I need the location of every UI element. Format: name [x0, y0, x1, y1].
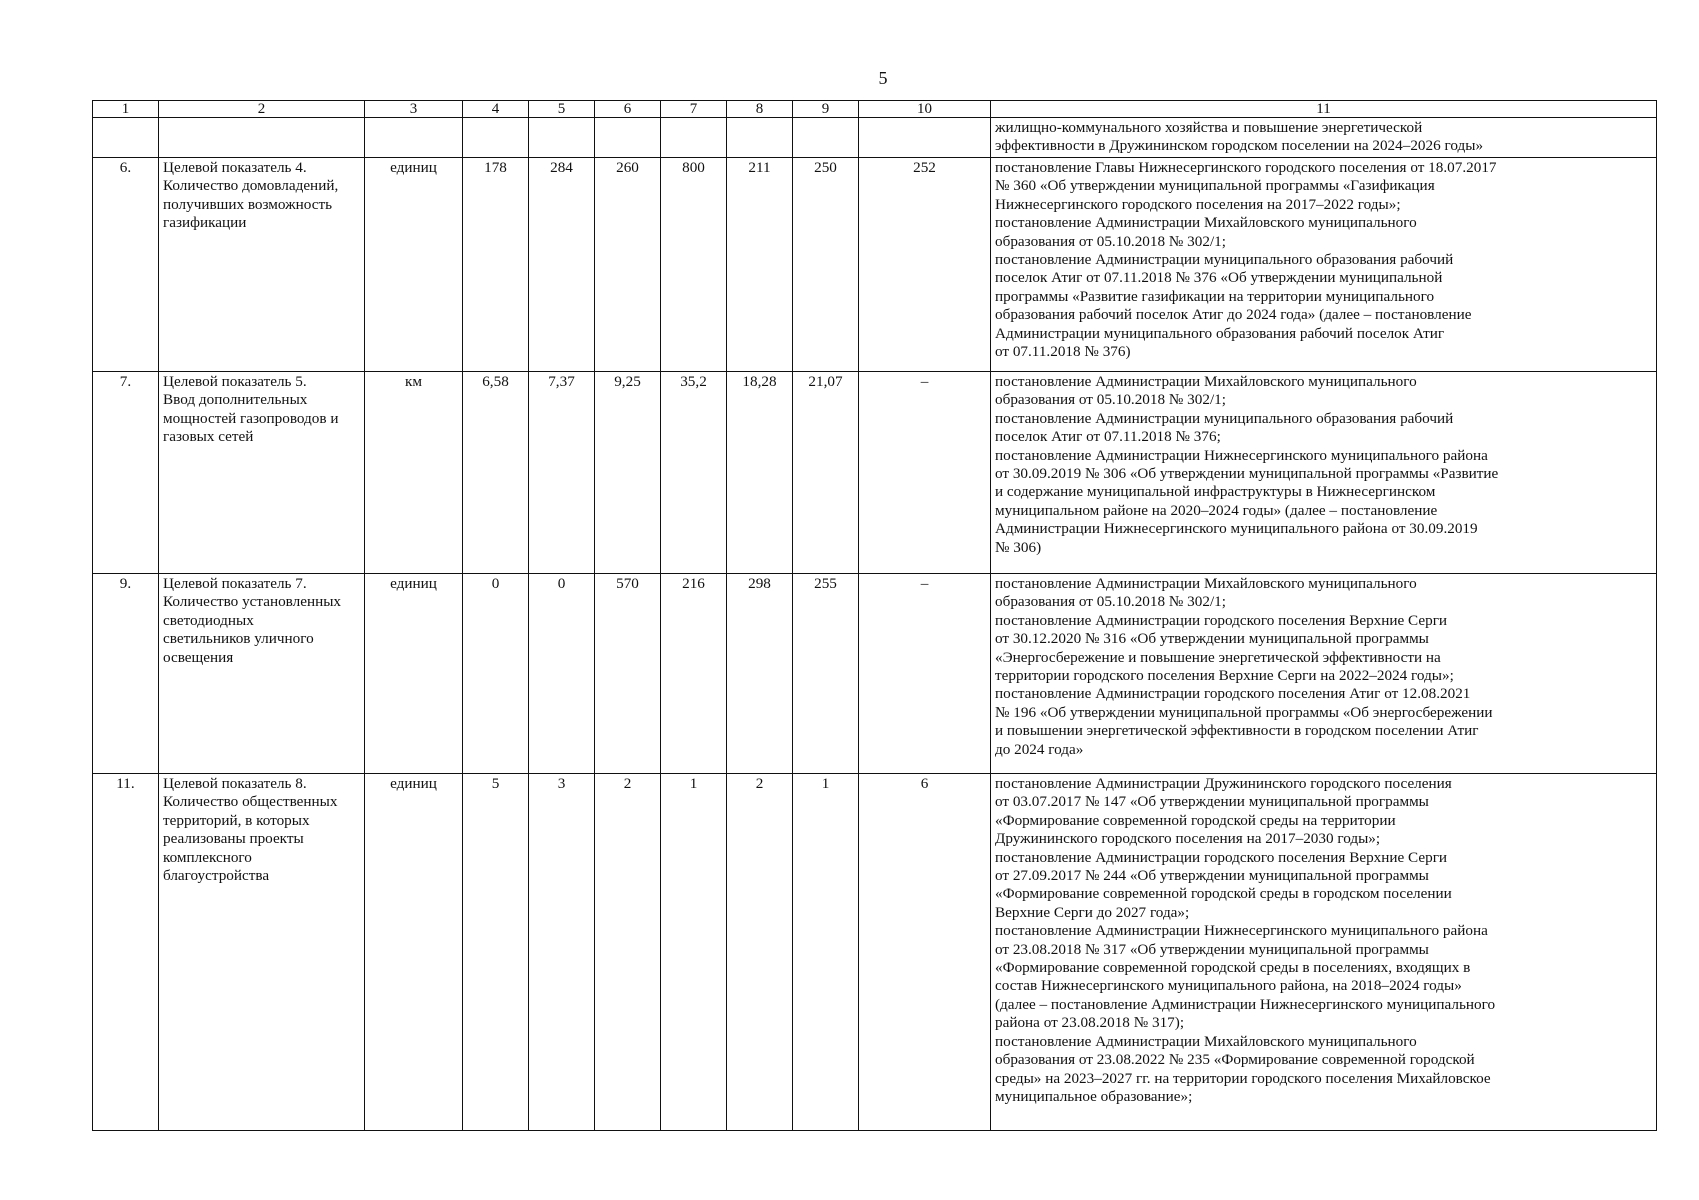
value-cell: 2 — [595, 774, 661, 1131]
unit-cell: единиц — [365, 774, 463, 1131]
value-cell: 260 — [595, 158, 661, 372]
column-header: 1 — [93, 101, 159, 118]
column-header: 5 — [529, 101, 595, 118]
row-number — [93, 118, 159, 158]
value-cell: 298 — [727, 574, 793, 774]
value-cell: 0 — [463, 574, 529, 774]
column-header: 6 — [595, 101, 661, 118]
source-documents: постановление Главы Нижнесергинского городского поселения от 18.07.2017 № 360 «Об утверждении муниципальной программы «Газификация Нижнесергинского городского поселения на 2017–2022 годы»; постановление Администрации Михайловского муниципального образования от 05.10.2018 № 302/1; постановление Администрации муниципального образования рабочий поселок Атиг от 07.11.2018 № 376 «Об утверждении муниципальной программы «Развитие газификации на территории муниципального образования рабочий поселок Атиг до 2024 года» (далее – постановление Администрации муниципального образования рабочий поселок Атиг от 07.11.2018 № 376) — [991, 158, 1657, 372]
column-header: 8 — [727, 101, 793, 118]
row-number: 6. — [93, 158, 159, 372]
value-cell — [529, 118, 595, 158]
value-cell: 284 — [529, 158, 595, 372]
value-cell: 3 — [529, 774, 595, 1131]
table-row — [93, 774, 1657, 1131]
value-cell: 178 — [463, 158, 529, 372]
column-header: 3 — [365, 101, 463, 118]
value-cell: 9,25 — [595, 372, 661, 574]
value-cell: – — [859, 372, 991, 574]
indicators-table — [92, 100, 1657, 1131]
indicator-name: Целевой показатель 7. Количество установленных светодиодных светильников уличного освещения — [159, 574, 365, 774]
value-cell: – — [859, 574, 991, 774]
source-documents: постановление Администрации Дружининского городского поселения от 03.07.2017 № 147 «Об утверждении муниципальной программы «Формирование современной городской среды на территории Дружининского городского поселения на 2017–2030 годы»; постановление Администрации городского поселения Верхние Серги от 27.09.2017 № 244 «Об утверждении муниципальной программы «Формирование современной городской среды в городском поселении Верхние Серги до 2027 года»; постановление Администрации Нижнесергинского муниципального района от 23.08.2018 № 317 «Об утверждении муниципальной программы «Формирование современной городской среды в поселениях, входящих в состав Нижнесергинского муниципального района, на 2018–2024 годы» (далее – постановление Администрации Нижнесергинского муниципального района от 23.08.2018 № 317); постановление Администрации Михайловского муниципального образования от 23.08.2022 № 235 «Формирование современной городской среды» на 2023–2027 гг. на территории городского поселения Михайловское муниципальное образование»; — [991, 774, 1657, 1131]
value-cell: 255 — [793, 574, 859, 774]
unit-cell: единиц — [365, 574, 463, 774]
column-header: 7 — [661, 101, 727, 118]
column-header: 10 — [859, 101, 991, 118]
source-documents: жилищно-коммунального хозяйства и повышение энергетической эффективности в Дружининском городском поселении на 2024–2026 годы» — [991, 118, 1657, 158]
value-cell: 1 — [661, 774, 727, 1131]
column-header: 9 — [793, 101, 859, 118]
unit-cell: единиц — [365, 158, 463, 372]
value-cell: 6,58 — [463, 372, 529, 574]
value-cell — [727, 118, 793, 158]
value-cell — [463, 118, 529, 158]
value-cell: 211 — [727, 158, 793, 372]
value-cell: 35,2 — [661, 372, 727, 574]
row-number: 9. — [93, 574, 159, 774]
indicator-name — [159, 118, 365, 158]
value-cell: 21,07 — [793, 372, 859, 574]
table-row — [93, 574, 1657, 774]
column-number-row — [93, 101, 1657, 118]
unit-cell: км — [365, 372, 463, 574]
value-cell: 1 — [793, 774, 859, 1131]
source-documents: постановление Администрации Михайловского муниципального образования от 05.10.2018 № 302/1; постановление Администрации муниципального образования рабочий поселок Атиг от 07.11.2018 № 376; постановление Администрации Нижнесергинского муниципального района от 30.09.2019 № 306 «Об утверждении муниципальной программы «Развитие и содержание муниципальной инфраструктуры в Нижнесергинском муниципальном районе на 2020–2024 годы» (далее – постановление Администрации Нижнесергинского муниципального района от 30.09.2019 № 306) — [991, 372, 1657, 574]
indicator-name: Целевой показатель 5. Ввод дополнительных мощностей газопроводов и газовых сетей — [159, 372, 365, 574]
column-header: 11 — [991, 101, 1657, 118]
indicator-name: Целевой показатель 8. Количество общественных территорий, в которых реализованы проекты комплексного благоустройства — [159, 774, 365, 1131]
value-cell: 18,28 — [727, 372, 793, 574]
value-cell: 250 — [793, 158, 859, 372]
value-cell — [859, 118, 991, 158]
table-row — [93, 118, 1657, 158]
column-header: 4 — [463, 101, 529, 118]
source-documents: постановление Администрации Михайловского муниципального образования от 05.10.2018 № 302/1; постановление Администрации городского поселения Верхние Серги от 30.12.2020 № 316 «Об утверждении муниципальной программы «Энергосбережение и повышение энергетической эффективности на территории городского поселения Верхние Серги на 2022–2024 годы»; постановление Администрации городского поселения Атиг от 12.08.2021 № 196 «Об утверждении муниципальной программы «Об энергосбережении и повышении энергетической эффективности в городском поселении Атиг до 2024 года» — [991, 574, 1657, 774]
value-cell: 0 — [529, 574, 595, 774]
page-number: 5 — [878, 68, 888, 88]
value-cell: 7,37 — [529, 372, 595, 574]
value-cell: 570 — [595, 574, 661, 774]
value-cell — [661, 118, 727, 158]
value-cell — [595, 118, 661, 158]
value-cell: 252 — [859, 158, 991, 372]
table-row — [93, 372, 1657, 574]
table-row — [93, 158, 1657, 372]
value-cell: 2 — [727, 774, 793, 1131]
indicator-name: Целевой показатель 4. Количество домовладений, получивших возможность газификации — [159, 158, 365, 372]
value-cell: 6 — [859, 774, 991, 1131]
value-cell: 216 — [661, 574, 727, 774]
value-cell: 5 — [463, 774, 529, 1131]
column-header: 2 — [159, 101, 365, 118]
unit-cell — [365, 118, 463, 158]
row-number: 11. — [93, 774, 159, 1131]
row-number: 7. — [93, 372, 159, 574]
value-cell: 800 — [661, 158, 727, 372]
value-cell — [793, 118, 859, 158]
